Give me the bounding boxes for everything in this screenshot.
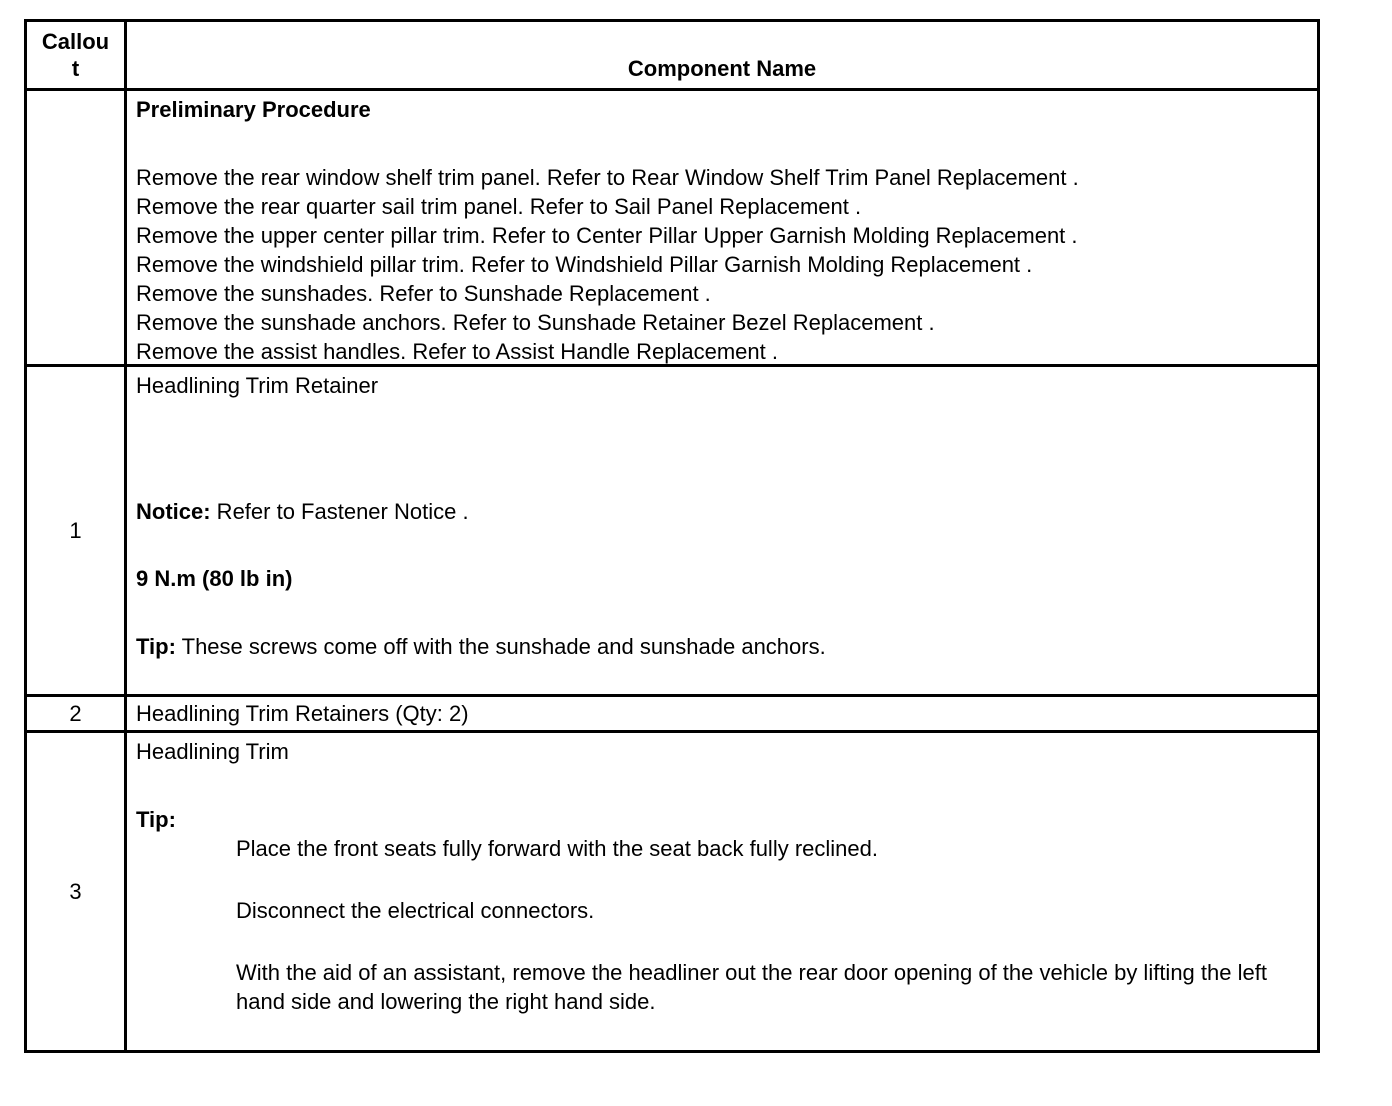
component-name: Headlining Trim Retainer bbox=[136, 373, 379, 398]
table-row bbox=[27, 364, 1317, 694]
preliminary-procedure-cell bbox=[127, 91, 1317, 364]
notice-line bbox=[136, 497, 1317, 526]
notice-text: Refer to Fastener Notice . bbox=[210, 499, 469, 524]
callout-column-header bbox=[27, 22, 127, 88]
preliminary-step: Remove the assist handles. Refer to Assist Handle Replacement . bbox=[136, 339, 778, 364]
preliminary-procedure-title: Preliminary Procedure bbox=[136, 97, 371, 122]
preliminary-callout-cell bbox=[27, 91, 127, 364]
preliminary-step: Remove the sunshades. Refer to Sunshade Replacement . bbox=[136, 281, 711, 306]
tip-line bbox=[136, 632, 1317, 661]
table-row bbox=[27, 694, 1317, 730]
component-cell bbox=[127, 367, 1317, 694]
procedure-table bbox=[24, 19, 1320, 1053]
callout-header-label: Callou t bbox=[41, 29, 110, 81]
tip-step: Place the front seats fully forward with the seat back fully reclined. bbox=[236, 836, 878, 861]
tip-step: With the aid of an assistant, remove the headliner out the rear door opening of the vehicle by lifting the left hand side and lowering the right hand side. bbox=[236, 960, 1267, 1014]
torque-spec: 9 N.m (80 lb in) bbox=[136, 566, 293, 591]
tip-text: These screws come off with the sunshade and sunshade anchors. bbox=[175, 634, 826, 659]
component-cell bbox=[127, 697, 1317, 730]
callout-number: 1 bbox=[27, 367, 127, 694]
tip-step: Disconnect the electrical connectors. bbox=[236, 898, 595, 923]
component-cell bbox=[127, 733, 1317, 1050]
notice-label: Notice: bbox=[136, 499, 211, 524]
callout-number: 2 bbox=[27, 697, 127, 730]
tip-label: Tip: bbox=[136, 807, 176, 832]
table-row bbox=[27, 730, 1317, 1050]
component-name: Headlining Trim Retainers (Qty: 2) bbox=[136, 701, 469, 726]
callout-number: 3 bbox=[27, 733, 127, 1050]
preliminary-procedure-row bbox=[27, 88, 1317, 364]
preliminary-step: Remove the windshield pillar trim. Refer to Windshield Pillar Garnish Molding Replacement . bbox=[136, 252, 1033, 277]
tip-label: Tip: bbox=[136, 634, 176, 659]
preliminary-step: Remove the upper center pillar trim. Refer to Center Pillar Upper Garnish Molding Replacement . bbox=[136, 223, 1078, 248]
component-name: Headlining Trim bbox=[136, 739, 289, 764]
preliminary-step: Remove the rear quarter sail trim panel. Refer to Sail Panel Replacement . bbox=[136, 194, 862, 219]
component-name-header-label: Component Name bbox=[627, 56, 817, 81]
component-name-column-header bbox=[127, 22, 1317, 88]
preliminary-step: Remove the sunshade anchors. Refer to Sunshade Retainer Bezel Replacement . bbox=[136, 310, 935, 335]
table-header-row bbox=[27, 22, 1317, 88]
preliminary-step: Remove the rear window shelf trim panel. Refer to Rear Window Shelf Trim Panel Replacement . bbox=[136, 165, 1079, 190]
